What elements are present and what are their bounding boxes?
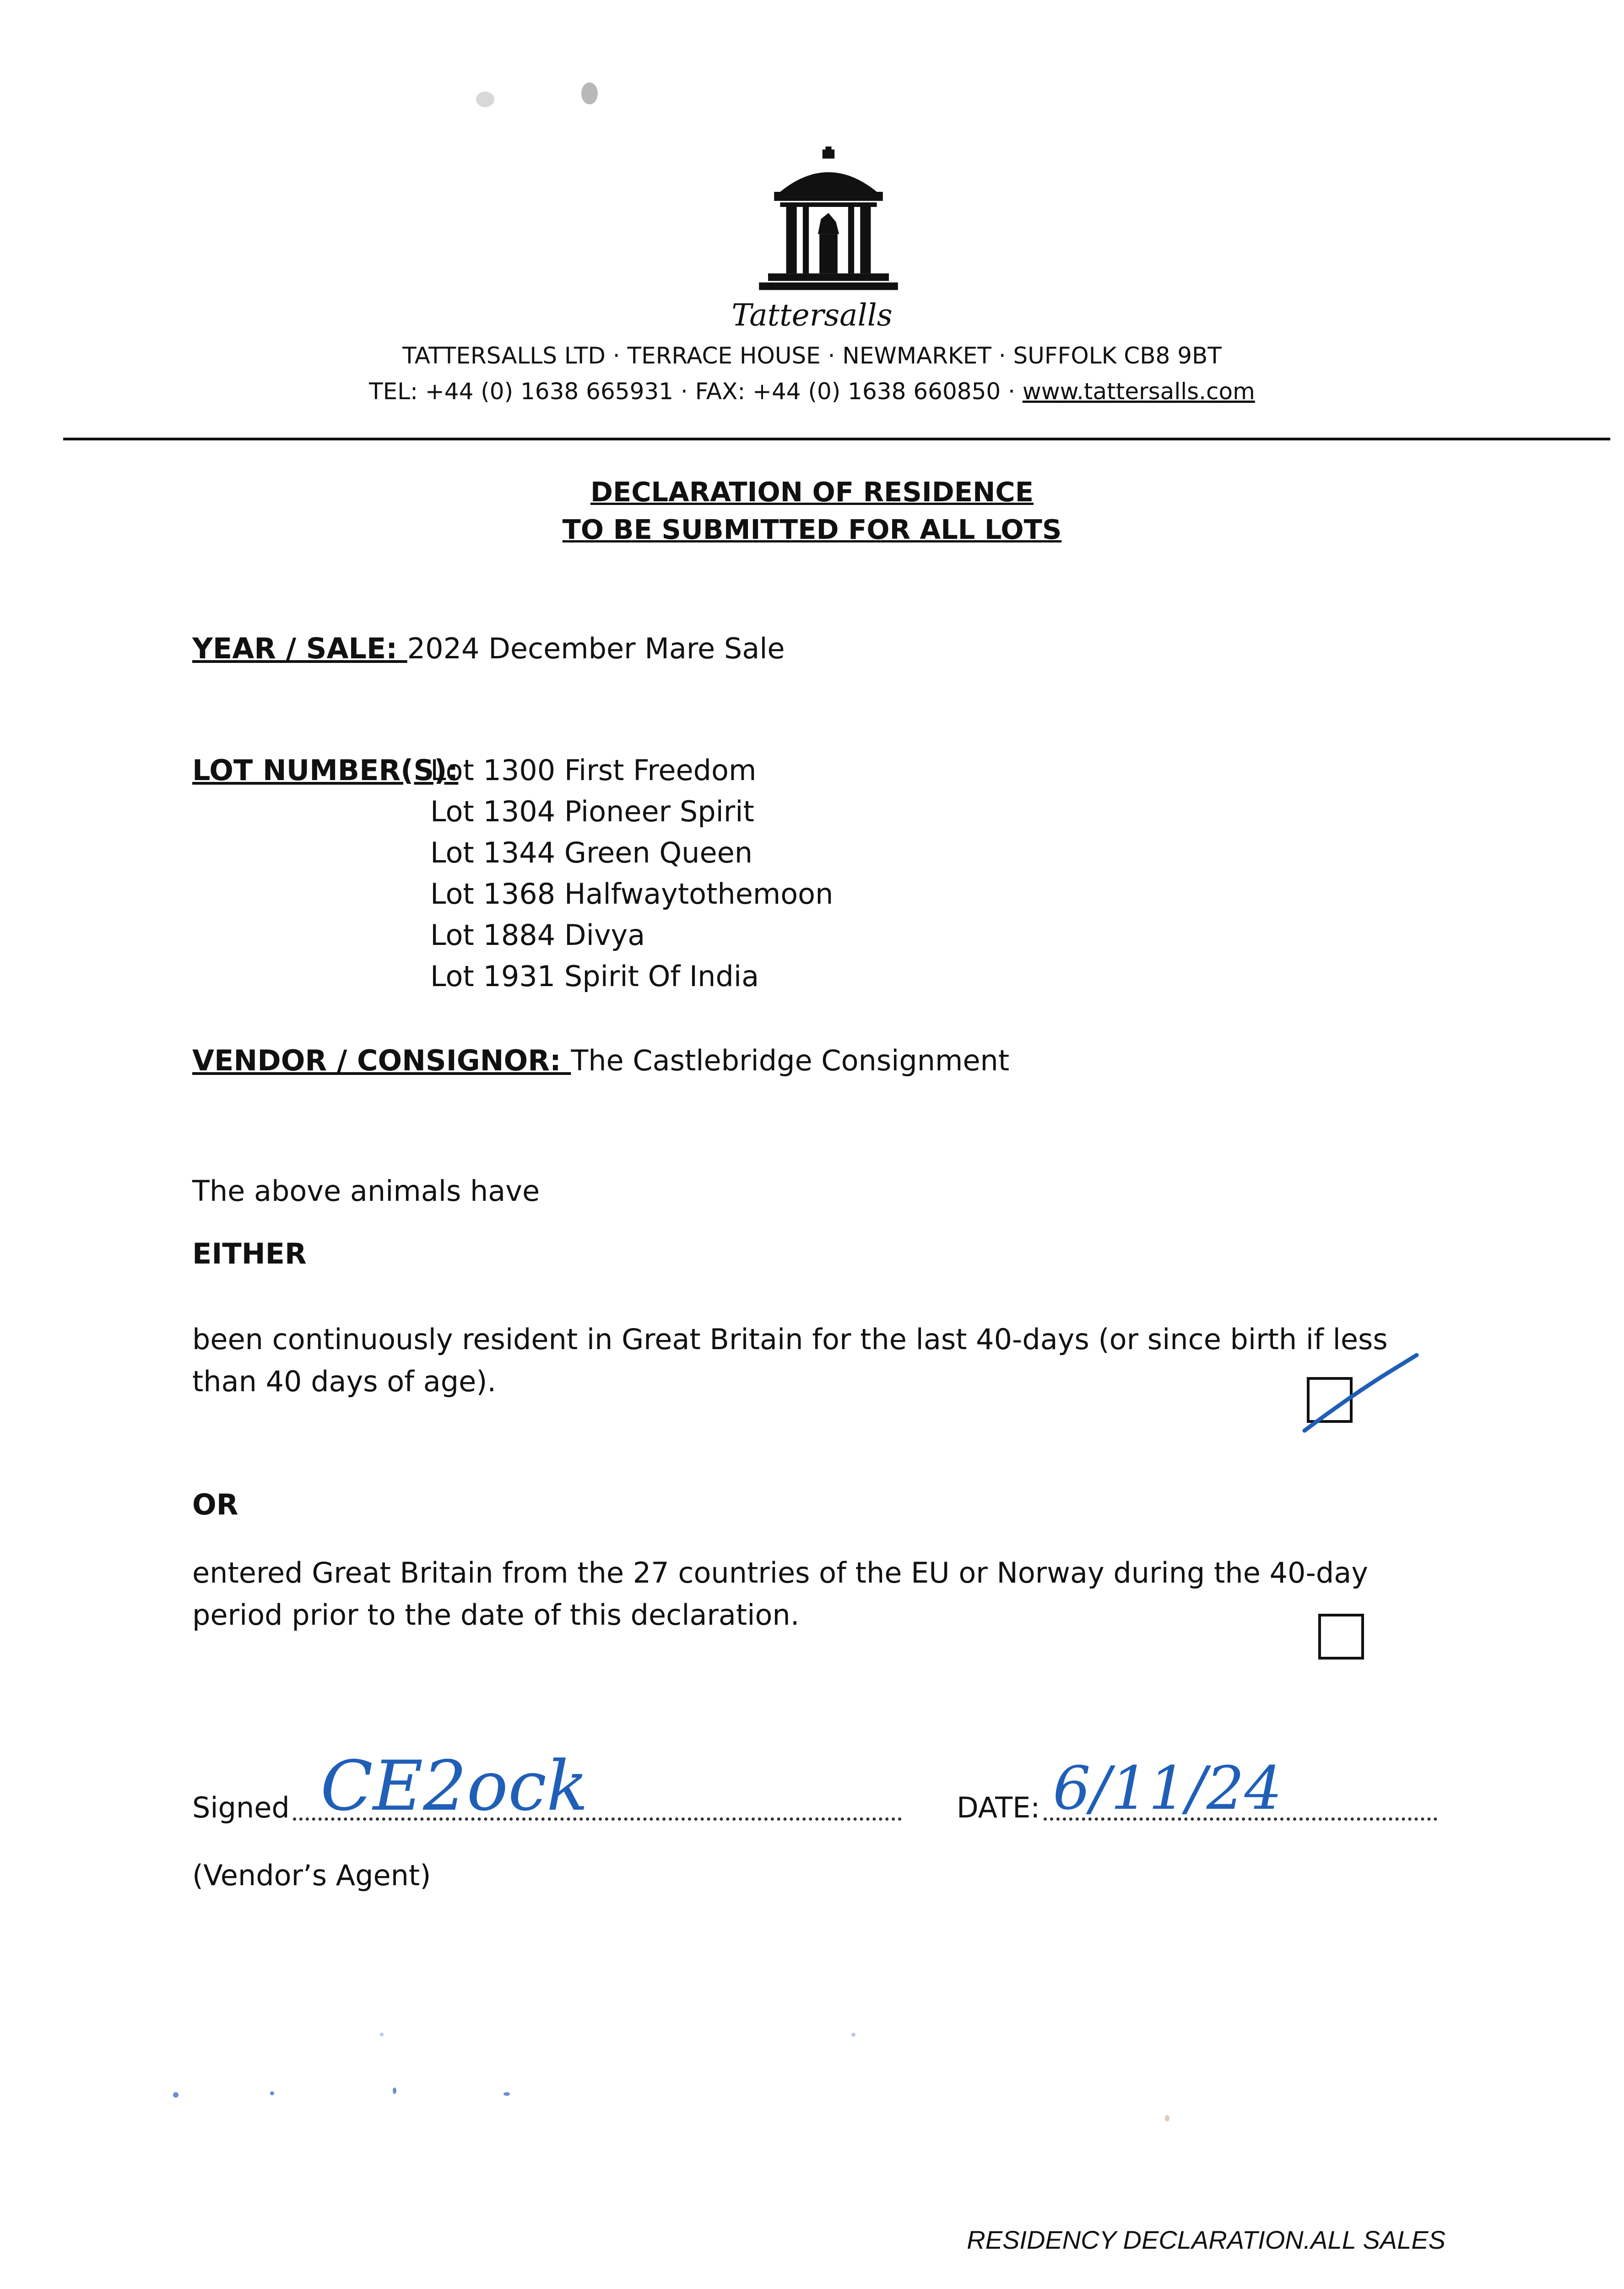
- lot-numbers-row: [192, 754, 458, 787]
- document-title: DECLARATION OF RESIDENCE: [590, 476, 1034, 508]
- checkmark-stroke-icon: [1295, 1346, 1424, 1437]
- signed-label: Signed: [192, 1791, 290, 1824]
- scan-speck: [503, 2092, 510, 2096]
- scan-speck: [581, 82, 598, 104]
- scan-speck: [270, 2091, 274, 2095]
- handwritten-date: 6/11/24: [1053, 1753, 1283, 1823]
- scan-speck: [476, 92, 494, 107]
- year-sale-value: 2024 December Mare Sale: [407, 632, 785, 665]
- header-divider: [63, 438, 1610, 440]
- lot-item: Lot 1884 Divya: [430, 918, 645, 952]
- or-label: OR: [192, 1488, 238, 1521]
- either-label: EITHER: [192, 1237, 307, 1270]
- brand-name: Tattersalls: [731, 298, 893, 333]
- scan-speck: [393, 2088, 396, 2094]
- vendor-label: VENDOR / CONSIGNOR:: [192, 1044, 571, 1077]
- year-sale-row: [192, 632, 785, 665]
- lot-numbers-label: LOT NUMBER(S):: [192, 754, 459, 787]
- lot-item: Lot 1931 Spirit Of India: [430, 960, 759, 993]
- date-label: DATE:: [957, 1791, 1040, 1824]
- handwritten-signature: CE2ock: [320, 1747, 588, 1826]
- statement-intro: The above animals have: [192, 1174, 540, 1208]
- scan-speck: [851, 2033, 855, 2037]
- document-subtitle: TO BE SUBMITTED FOR ALL LOTS: [562, 514, 1062, 545]
- vendors-agent-label: (Vendor’s Agent): [192, 1859, 431, 1892]
- year-sale-label: YEAR / SALE:: [192, 632, 407, 665]
- footer-document-name: RESIDENCY DECLARATION.ALL SALES: [967, 2225, 1445, 2254]
- tattersalls-logo-icon: [753, 146, 904, 298]
- contact-numbers: TEL: +44 (0) 1638 665931 · FAX: +44 (0) 1638 660850 ·: [369, 378, 1023, 405]
- lot-item: Lot 1304 Pioneer Spirit: [430, 795, 754, 828]
- option-resident-text: been continuously resident in Great Britain for the last 40-days (or since birth if less than 40 days of age).: [192, 1323, 1388, 1398]
- company-address: TATTERSALLS LTD · TERRACE HOUSE · NEWMARKET · SUFFOLK CB8 9BT: [402, 342, 1222, 369]
- scan-speck: [1165, 2115, 1169, 2121]
- lot-item: Lot 1368 Halfwaytothemoon: [430, 877, 834, 911]
- scan-speck: [173, 2092, 179, 2098]
- option-eu-entry-checkbox[interactable]: [1318, 1614, 1364, 1660]
- vendor-value: The Castlebridge Consignment: [571, 1044, 1010, 1077]
- scan-speck: [380, 2033, 384, 2036]
- option-eu-entry-text: entered Great Britain from the 27 countries of the EU or Norway during the 40-day period prior to the date of this declaration.: [192, 1556, 1368, 1632]
- vendor-row: [192, 1044, 1009, 1077]
- lot-item: Lot 1344 Green Queen: [430, 836, 753, 869]
- lot-item: Lot 1300 First Freedom: [430, 754, 757, 787]
- company-contact: [0, 378, 1624, 405]
- website-link[interactable]: www.tattersalls.com: [1022, 378, 1255, 405]
